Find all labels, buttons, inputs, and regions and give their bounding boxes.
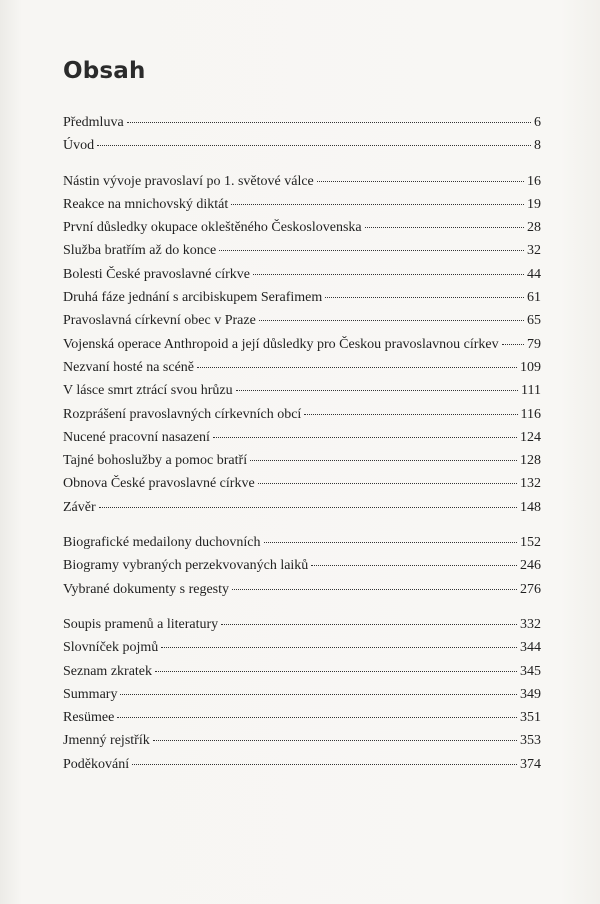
dot-leader <box>317 181 524 182</box>
toc-entry-title: Resümee <box>63 710 115 726</box>
toc-entry-page: 32 <box>527 243 541 259</box>
dot-leader <box>132 764 517 765</box>
toc-entry-title: Nezvaní hosté na scéně <box>63 359 194 375</box>
toc-entry <box>63 286 541 309</box>
toc-entry-title: Předmluva <box>63 115 124 130</box>
dot-leader <box>213 437 517 438</box>
toc-entry <box>63 660 541 683</box>
toc-entry-title: Závěr <box>63 499 96 515</box>
toc-entry-title: Jmenný rejstřík <box>63 733 150 749</box>
toc-entry-title: Druhá fáze jednání s arcibiskupem Serafimem <box>63 290 323 306</box>
toc-entry <box>63 706 541 729</box>
page-title: Obsah <box>63 58 146 84</box>
dot-leader <box>259 320 524 321</box>
dot-leader <box>325 297 524 298</box>
dot-leader <box>219 250 524 251</box>
toc-entry-page: 332 <box>520 616 541 632</box>
toc-entry <box>63 554 541 577</box>
dot-leader <box>155 671 517 672</box>
toc-entry-page: 148 <box>520 499 541 515</box>
dot-leader <box>231 204 524 205</box>
toc-entry-title: Summary <box>63 686 118 702</box>
toc-entry-title: Bolesti České pravoslavné církve <box>63 266 251 282</box>
dot-leader <box>253 274 524 275</box>
toc-entry-page: 109 <box>520 359 541 375</box>
toc-entry-page: 28 <box>527 220 541 236</box>
toc-entry <box>63 356 541 379</box>
toc-entry-page: 128 <box>520 453 541 469</box>
toc-entry <box>63 578 541 601</box>
toc-group <box>63 170 541 519</box>
toc-entry-title: První důsledky okupace okleštěného Československa <box>63 220 362 236</box>
toc-entry-title: Obnova České pravoslavné církve <box>63 476 255 492</box>
toc-entry <box>63 111 541 134</box>
toc-entry <box>63 496 541 519</box>
toc-entry-page: 16 <box>527 173 541 189</box>
toc-entry-page: 44 <box>527 266 541 282</box>
toc-entry <box>63 426 541 449</box>
toc-group <box>63 531 541 601</box>
dot-leader <box>117 717 517 718</box>
toc-entry <box>63 216 541 239</box>
toc-entry-page: 132 <box>520 476 541 492</box>
toc-entry-page: 6 <box>534 115 541 130</box>
toc-entry <box>63 309 541 332</box>
toc-entry-title: Soupis pramenů a literatury <box>63 616 219 632</box>
toc-entry-page: 8 <box>534 138 541 154</box>
toc-entry-title: Vojenská operace Anthropoid a její důsledky pro Českou pravoslavnou církev <box>63 336 499 352</box>
toc-entry-page: 345 <box>520 663 541 679</box>
toc-entry-page: 116 <box>520 406 541 422</box>
toc-entry <box>63 170 541 193</box>
toc-entry-page: 351 <box>520 710 541 726</box>
toc-entry <box>63 753 541 776</box>
toc-entry <box>63 449 541 472</box>
toc-entry <box>63 239 541 262</box>
toc-entry <box>63 379 541 402</box>
toc-group <box>63 111 541 158</box>
toc-entry-page: 124 <box>520 429 541 445</box>
dot-leader <box>304 414 517 415</box>
toc-entry-page: 19 <box>527 196 541 212</box>
toc-entry-page: 111 <box>521 383 541 399</box>
toc-entry-title: Úvod <box>63 138 95 154</box>
toc-group <box>63 613 541 776</box>
toc-entry-title: Služba bratřím až do konce <box>63 243 217 259</box>
dot-leader <box>120 694 517 695</box>
dot-leader <box>99 507 517 508</box>
toc-entry-page: 374 <box>520 756 541 772</box>
dot-leader <box>258 483 517 484</box>
toc-entry-page: 353 <box>520 733 541 749</box>
toc-entry-page: 276 <box>520 581 541 597</box>
toc-entry-page: 246 <box>520 558 541 574</box>
toc-entry <box>63 333 541 356</box>
toc-entry-title: V lásce smrt ztrácí svou hrůzu <box>63 383 233 399</box>
toc-entry-title: Slovníček pojmů <box>63 640 159 656</box>
toc-entry <box>63 472 541 495</box>
dot-leader <box>502 344 524 345</box>
dot-leader <box>97 145 531 146</box>
toc-entry-title: Reakce na mnichovský diktát <box>63 196 229 212</box>
toc-entry-title: Seznam zkratek <box>63 663 153 679</box>
dot-leader <box>153 740 517 741</box>
toc-entry-title: Tajné bohoslužby a pomoc bratří <box>63 453 248 469</box>
dot-leader <box>264 542 518 543</box>
toc-entry <box>63 683 541 706</box>
toc-entry-title: Biogramy vybraných perzekvovaných laiků <box>63 558 309 574</box>
dot-leader <box>221 624 517 625</box>
toc-entry-page: 65 <box>527 313 541 329</box>
toc-entry-title: Nucené pracovní nasazení <box>63 429 210 445</box>
toc-entry <box>63 636 541 659</box>
toc-entry-page: 344 <box>520 640 541 656</box>
dot-leader <box>197 367 517 368</box>
toc-entry-page: 152 <box>520 535 541 551</box>
dot-leader <box>311 565 517 566</box>
toc-entry-title: Vybrané dokumenty s regesty <box>63 581 230 597</box>
toc-entry <box>63 193 541 216</box>
toc-entry-title: Pravoslavná církevní obec v Praze <box>63 313 256 329</box>
toc-entry <box>63 613 541 636</box>
toc-entry <box>63 263 541 286</box>
dot-leader <box>127 122 531 123</box>
dot-leader <box>236 390 518 391</box>
toc-entry <box>63 531 541 554</box>
toc-entry <box>63 403 541 426</box>
dot-leader <box>232 589 517 590</box>
toc-entry-page: 61 <box>527 290 541 306</box>
toc-entry <box>63 729 541 752</box>
dot-leader <box>365 227 524 228</box>
dot-leader <box>161 647 517 648</box>
toc-entry-title: Poděkování <box>63 756 130 772</box>
table-of-contents <box>63 111 541 788</box>
toc-entry-title: Rozprášení pravoslavných církevních obcí <box>63 406 302 422</box>
toc-entry <box>63 134 541 157</box>
toc-entry-page: 349 <box>520 686 541 702</box>
toc-entry-title: Nástin vývoje pravoslaví po 1. světové válce <box>63 173 314 189</box>
toc-entry-page: 79 <box>527 336 541 352</box>
dot-leader <box>250 460 517 461</box>
toc-entry-title: Biografické medailony duchovních <box>63 535 261 551</box>
